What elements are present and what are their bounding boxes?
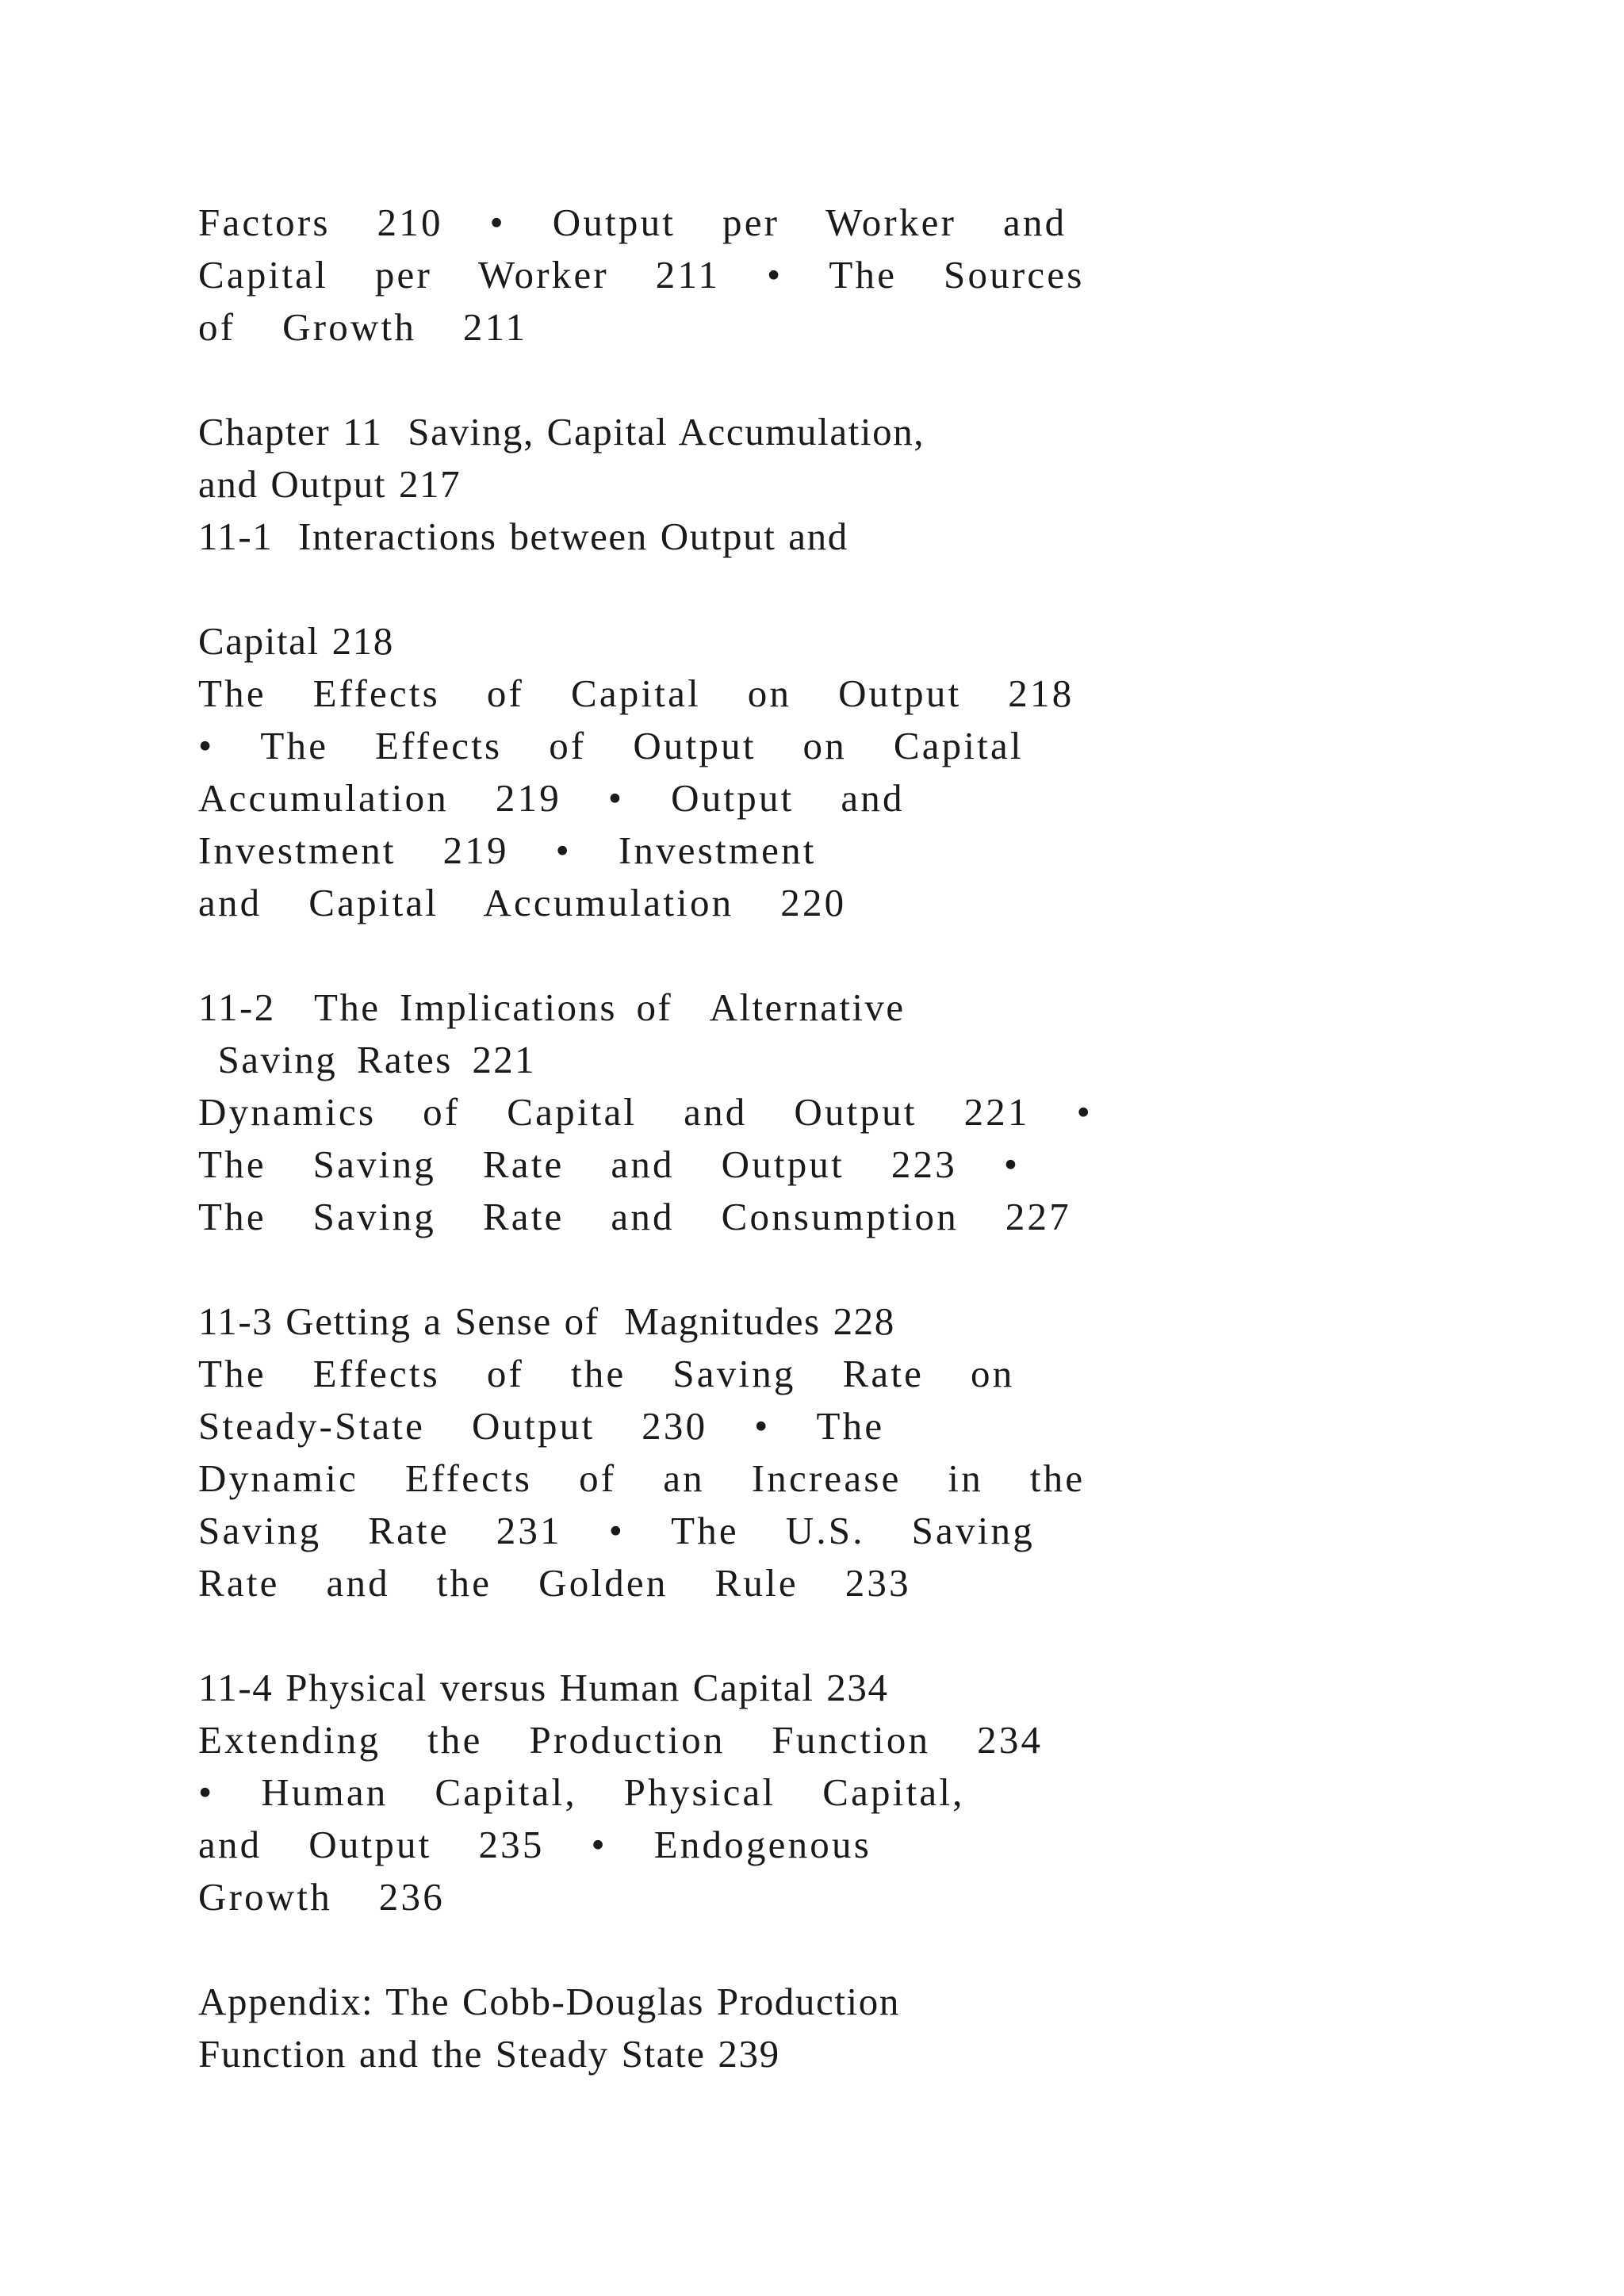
- section-heading: 11-2 The Implications of Alternative: [198, 985, 906, 1029]
- toc-line: Investment 219 • Investment: [198, 828, 817, 872]
- section-heading: 11-1 Interactions between Output and: [198, 515, 848, 558]
- toc-line: Extending the Production Function 234: [198, 1718, 1044, 1762]
- toc-line: Capital per Worker 211 • The Sources: [198, 253, 1085, 297]
- toc-line: The Saving Rate and Output 223 •: [198, 1142, 1021, 1186]
- toc-line: Factors 210 • Output per Worker and: [198, 201, 1067, 244]
- chapter-heading: and Output 217: [198, 462, 462, 506]
- toc-line: of Growth 211: [198, 305, 528, 349]
- spacer: [198, 929, 1308, 982]
- toc-line: • The Effects of Output on Capital: [198, 724, 1024, 767]
- toc-line: Saving Rate 231 • The U.S. Saving: [198, 1509, 1035, 1552]
- toc-line: and Capital Accumulation 220: [198, 881, 847, 924]
- toc-line: and Output 235 • Endogenous: [198, 1823, 871, 1866]
- toc-line: The Saving Rate and Consumption 227: [198, 1195, 1071, 1238]
- toc-line: The Effects of Capital on Output 218: [198, 672, 1074, 715]
- spacer: [198, 563, 1308, 615]
- toc-line: Growth 236: [198, 1875, 445, 1919]
- section-heading: 11-4 Physical versus Human Capital 234: [198, 1666, 889, 1709]
- toc-line: Steady-State Output 230 • The: [198, 1404, 885, 1448]
- spacer: [198, 1243, 1308, 1295]
- toc-line: Dynamics of Capital and Output 221 •: [198, 1090, 1093, 1134]
- section-heading: Capital 218: [198, 619, 394, 663]
- toc-line: Dynamic Effects of an Increase in the: [198, 1456, 1086, 1500]
- spacer: [198, 1923, 1308, 1976]
- toc-line: Rate and the Golden Rule 233: [198, 1561, 911, 1605]
- table-of-contents-page: [198, 197, 1308, 2080]
- section-heading: 11-3 Getting a Sense of Magnitudes 228: [198, 1299, 895, 1343]
- appendix-heading: Appendix: The Cobb-Douglas Production: [198, 1980, 900, 2023]
- toc-line: Accumulation 219 • Output and: [198, 776, 905, 820]
- appendix-heading: Function and the Steady State 239: [198, 2032, 780, 2076]
- spacer: [198, 354, 1308, 406]
- spacer: [198, 1609, 1308, 1662]
- toc-line: • Human Capital, Physical Capital,: [198, 1770, 965, 1814]
- chapter-heading: Chapter 11 Saving, Capital Accumulation,: [198, 410, 925, 453]
- toc-line: The Effects of the Saving Rate on: [198, 1352, 1015, 1395]
- section-heading: Saving Rates 221: [198, 1038, 537, 1081]
